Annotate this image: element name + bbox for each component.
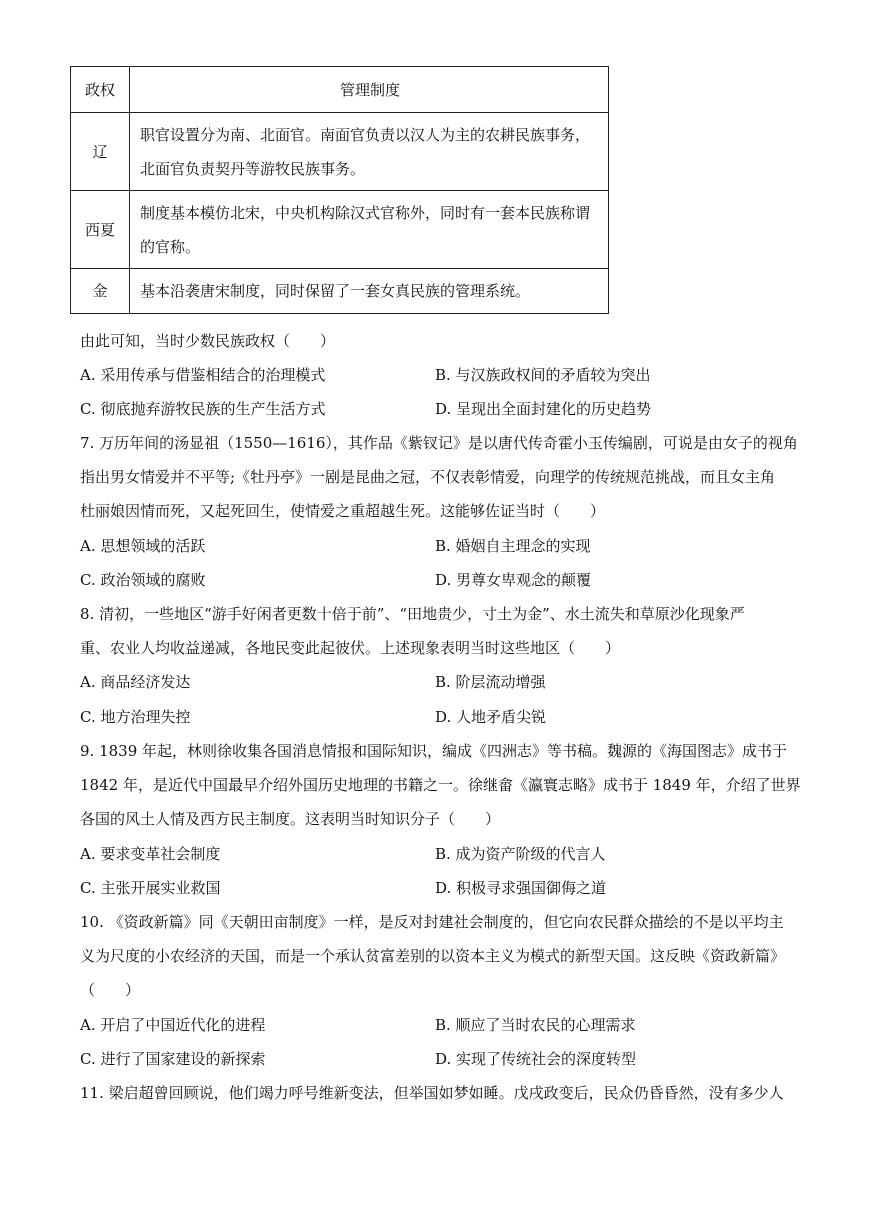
- table-header-row: [71, 67, 609, 113]
- system-cell: [130, 113, 609, 191]
- q9-stem-line: 1842 年，是近代中国最早介绍外国历史地理的书籍之一。徐继畲《瀛寰志略》成书于 1849 年，介绍了世界: [80, 776, 801, 794]
- q6-stem: 由此可知，当时少数民族政权（ ）: [80, 332, 336, 350]
- q11-stem-line: 11. 梁启超曾回顾说，他们竭力呼号维新变法，但举国如梦如睡。戊戌政变后，民众仍昏昏然，没有多少人: [80, 1084, 784, 1102]
- q10-option-b[interactable]: B. 顺应了当时农民的心理需求: [435, 1016, 636, 1034]
- q9-option-a[interactable]: A. 要求变革社会制度: [80, 845, 221, 863]
- regime-cell: 金: [71, 269, 130, 314]
- q8-stem-line: 重、农业人均收益递减，各地民变此起彼伏。上述现象表明当时这些地区（ ）: [80, 639, 621, 657]
- system-cell: [130, 191, 609, 269]
- q10-stem-line: 义为尺度的小农经济的天国，而是一个承认贫富差别的以资本主义为模式的新型天国。这反映《资政新篇》: [80, 947, 786, 965]
- q6-option-c[interactable]: C. 彻底抛弃游牧民族的生产生活方式: [80, 400, 326, 418]
- system-cell: [130, 269, 609, 314]
- q9-stem-line: 各国的风土人情及西方民主制度。这表明当时知识分子（ ）: [80, 810, 501, 828]
- q7-stem-line: 指出男女情爱并不平等;《牡丹亭》一剧是昆曲之冠，不仅表彰情爱，向理学的传统规范挑战，而且女主角: [80, 468, 776, 486]
- q8-option-d[interactable]: D. 人地矛盾尖锐: [435, 708, 547, 726]
- regime-cell: 辽: [71, 113, 130, 191]
- q10-option-a[interactable]: A. 开启了中国近代化的进程: [80, 1016, 266, 1034]
- q7-option-b[interactable]: B. 婚姻自主理念的实现: [435, 537, 591, 555]
- system-line: 的官称。: [140, 237, 201, 256]
- q9-option-b[interactable]: B. 成为资产阶级的代言人: [435, 845, 606, 863]
- q9-option-c[interactable]: C. 主张开展实业救国: [80, 879, 221, 897]
- q8-option-c[interactable]: C. 地方治理失控: [80, 708, 191, 726]
- regime-cell: 西夏: [71, 191, 130, 269]
- system-line: 北面官负责契丹等游牧民族事务。: [140, 159, 366, 178]
- q9-stem-line: 9. 1839 年起，林则徐收集各国消息情报和国际知识，编成《四洲志》等书稿。魏源的《海国图志》成书于: [80, 742, 788, 760]
- q7-stem-line: 7. 万历年间的汤显祖（1550—1616），其作品《紫钗记》是以唐代传奇霍小玉传编剧，可说是由女子的视角: [80, 434, 798, 452]
- q9-option-d[interactable]: D. 积极寻求强国御侮之道: [435, 879, 607, 897]
- q8-stem-line: 8. 清初，一些地区“游手好闲者更数十倍于前”、“田地贵少，寸土为金”、水土流失和草原沙化现象严: [80, 605, 745, 623]
- q7-option-c[interactable]: C. 政治领域的腐败: [80, 571, 206, 589]
- q7-stem-line: 杜丽娘因情而死，又起死回生，使情爱之重超越生死。这能够佐证当时（ ）: [80, 502, 606, 520]
- table-row: [71, 269, 609, 314]
- q10-option-c[interactable]: C. 进行了国家建设的新探索: [80, 1050, 266, 1068]
- q10-stem-line: （ ）: [80, 981, 141, 999]
- system-line: 基本沿袭唐宋制度，同时保留了一套女真民族的管理系统。: [140, 282, 531, 300]
- q6-option-b[interactable]: B. 与汉族政权间的矛盾较为突出: [435, 366, 651, 384]
- header-system: 管理制度: [130, 67, 609, 113]
- q10-option-d[interactable]: D. 实现了传统社会的深度转型: [435, 1050, 637, 1068]
- header-regime: 政权: [71, 67, 130, 113]
- system-line: 职官设置分为南、北面官。南面官负责以汉人为主的农耕民族事务，: [140, 125, 591, 144]
- table-row: [71, 113, 609, 191]
- table-row: [71, 191, 609, 269]
- q8-option-a[interactable]: A. 商品经济发达: [80, 673, 191, 691]
- system-line: 制度基本模仿北宋，中央机构除汉式官称外，同时有一套本民族称谓: [140, 203, 591, 222]
- q7-option-a[interactable]: A. 思想领域的活跃: [80, 537, 206, 555]
- q10-stem-line: 10. 《资政新篇》同《天朝田亩制度》一样，是反对封建社会制度的，但它向农民群众描绘的不是以平均主: [80, 913, 784, 931]
- q6-option-a[interactable]: A. 采用传承与借鉴相结合的治理模式: [80, 366, 326, 384]
- q6-option-d[interactable]: D. 呈现出全面封建化的历史趋势: [435, 400, 652, 418]
- q8-option-b[interactable]: B. 阶层流动增强: [435, 673, 546, 691]
- q7-option-d[interactable]: D. 男尊女卑观念的颠覆: [435, 571, 592, 589]
- regime-system-table: [70, 66, 609, 314]
